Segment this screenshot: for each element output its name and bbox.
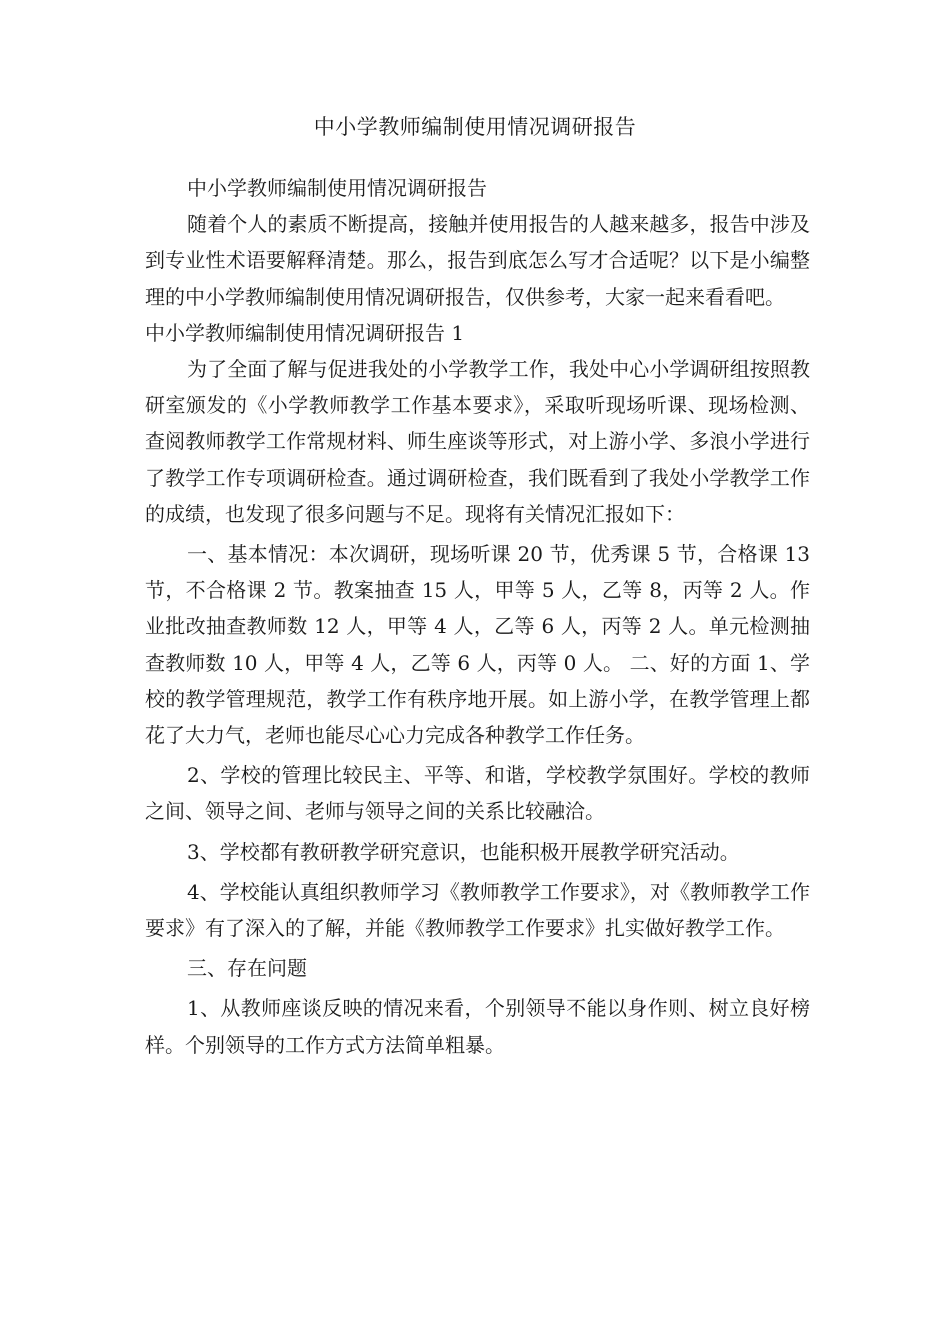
paragraph-subtitle: 中小学教师编制使用情况调研报告: [187, 176, 487, 200]
paragraph-point-3: 3、学校都有教研教学研究意识，也能积极开展教学研究活动。: [187, 839, 740, 864]
document-title: 中小学教师编制使用情况调研报告: [313, 115, 637, 139]
document-body: [145, 170, 810, 1063]
section-heading-problems: 三、存在问题: [187, 956, 307, 981]
paragraph-intro: 随着个人的素质不断提高，接触并使用报告的人越来越多，报告中涉及到专业性术语要解释清楚。那么，报告到底怎么写才合适呢？以下是小编整理的中小学教师编制使用情况调研报告，仅供参考，大家一起来看看吧。: [145, 212, 810, 309]
paragraph-purpose: 为了全面了解与促进我处的小学教学工作，我处中心小学调研组按照教研室颁发的《小学教师教学工作基本要求》，采取听现场听课、现场检测、查阅教师教学工作常规材料、师生座谈等形式，对上游小学、多浪小学进行了教学工作专项调研检查。通过调研检查，我们既看到了我处小学教学工作的成绩，也发现了很多问题与不足。现将有关情况汇报如下：: [145, 357, 810, 526]
section-heading-report-1: 中小学教师编制使用情况调研报告 1: [145, 320, 465, 345]
paragraph-point-2: 2、学校的管理比较民主、平等、和谐，学校教学氛围好。学校的教师之间、领导之间、老师与领导之间的关系比较融洽。: [145, 763, 810, 824]
paragraph-basic-situation: 一、基本情况：本次调研，现场听课 20 节，优秀课 5 节，合格课 13 节，不合格课 2 节。教案抽查 15 人，甲等 5 人，乙等 8，丙等 2 人。作业批改抽查教师数 12 人，甲等 4 人，乙等 6 人，丙等 2 人。单元检测抽查教师数 10 人，甲等 4 人，乙等 6 人，丙等 0 人。 二、好的方面 1、学校的教学管理规范，教学工作有秩序地开展。如上游小学，在教学管理上都花了大力气，老师也能尽心心力完成各种教学工作任务。: [145, 542, 810, 748]
paragraph-point-4: 4、学校能认真组织教师学习《教师教学工作要求》，对《教师教学工作要求》有了深入的了解，并能《教师教学工作要求》扎实做好教学工作。: [145, 879, 810, 941]
paragraph-problem-1: 1、从教师座谈反映的情况来看，个别领导不能以身作则、树立良好榜样。个别领导的工作方式方法简单粗暴。: [145, 996, 810, 1057]
